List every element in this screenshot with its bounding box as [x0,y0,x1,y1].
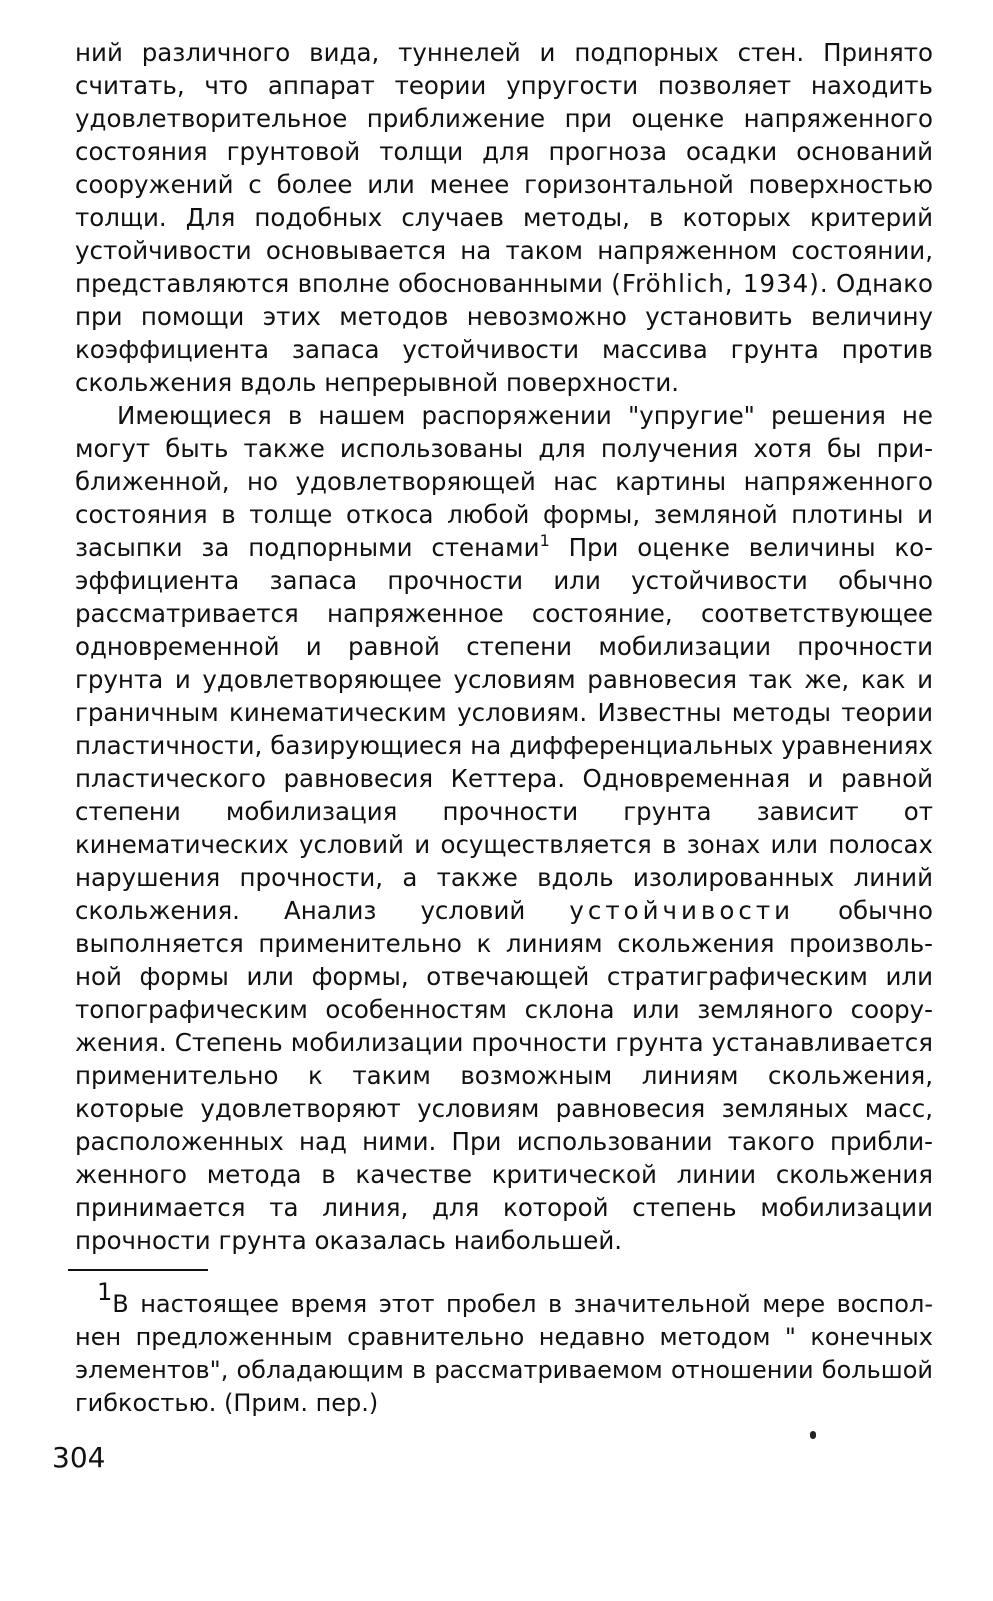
footnote-reference: 1 [539,531,550,550]
main-text [75,36,933,1257]
footnote-divider [68,1269,208,1271]
paragraph-1-text-end: . Однако при помощи этих методов невозможно установить величину коэффициента запаса устойчивости массива грунта против скольжения вдоль непрерывной поверхности. [75,269,933,397]
page-number: 304 [52,1441,106,1474]
paragraph-1-text: ний различного вида, туннелей и подпорных стен. Принято считать, что аппарат теории упругости позволяет находить удовлетворительное приближение при оценке напряженного состояния грунтовой толщи для прогноза осадки оснований сооружений с более или менее горизонтальной поверхностью толщи. Для подобных случаев методы, в которых критерий устойчивости основывается на таком напряженном состоянии, представляются вполне обоснованными [75,38,933,298]
emphasized-word: устойчивости [569,896,795,925]
footnote-mark: 1 [97,1278,113,1306]
paragraph-2-text-end: обычно выполняется применительно к линиям скольжения произвольной формы или формы, отвечающей стратиграфическим или топографическим особенностям склона или земляного сооружения. Степень мобилизации прочности грунта устанавливается применительно к таким возможным линиям скольжения, которые удовлетворяют условиям равновесия земляных масс, расположенных над ними. При использовании такого приближенного метода в качестве критической линии скольжения принимается та линия, для которой степень мобилизации прочности грунта оказалась наибольшей. [75,896,933,1255]
paragraph-2 [75,399,933,1257]
footnote-text: В настоящее время этот пробел в значительной мере восполнен предложенным сравнительно недавно методом " конечных элементов", обладающим в рассматриваемом отношении большой гибкостью. (Прим. пер.) [75,1290,933,1417]
footnote [75,1278,933,1420]
paragraph-2-text: Имеющиеся в нашем распоряжении "упругие" решения не могут быть также использованы для получения хотя бы приближенной, но удовлетворяющей нас картины напряженного состояния в толще откоса любой формы, земляной плотины и засыпки за подпорными стенами [75,401,933,562]
paragraph-2-text-middle: При оценке величины коэффициента запаса прочности или устойчивости обычно рассматривается напряженное состояние, соответствующее одновременной и равной степени мобилизации прочности грунта и удовлетворяющее условиям равновесия так же, как и граничным кинематическим условиям. Известны методы теории пластичности, базирующиеся на дифференциальных уравнениях пластического равновесия Кеттера. Одновременная и равной степени мобилизация прочности грунта зависит от кинематических условий и осуществляется в зонах или полосах нарушения прочности, а также вдоль изолированных линий скольжения. Анализ условий [75,533,933,925]
ink-speck [810,1431,816,1439]
citation: (Fröhlich, 1934) [611,269,820,298]
paragraph-1 [75,36,933,399]
